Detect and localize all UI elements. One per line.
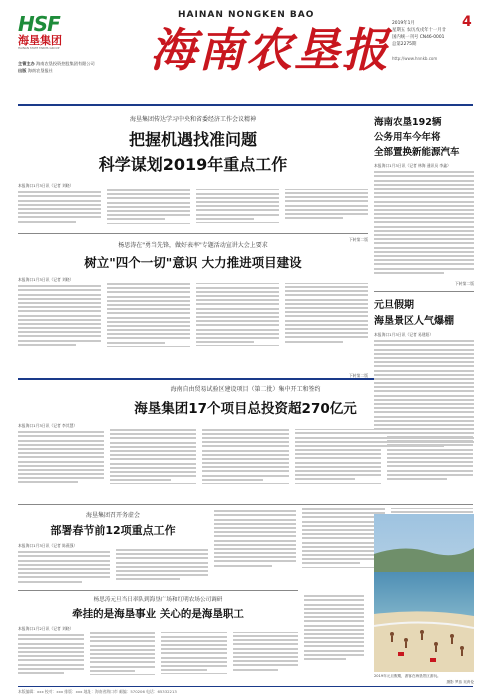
a4-title: 部署春节前12项重点工作 xyxy=(50,524,176,537)
a3-lead: 本报海口1月3日讯（记者 李其慧） xyxy=(18,423,78,428)
photo-image xyxy=(374,514,474,672)
a5-title: 牵挂的是海垦事业 关心的是海垦职工 xyxy=(72,608,244,620)
a4-kicker: 海垦集团召开务虚会 xyxy=(85,512,140,519)
masthead xyxy=(0,0,490,112)
s2-title1: 元旦假期 xyxy=(374,300,414,311)
issue-date: 2019年1月 xyxy=(392,21,415,26)
a1-title1: 把握机遇找准问题 xyxy=(128,130,257,149)
a2-lead: 本报海口1月3日讯（记者 刘晓） xyxy=(18,277,74,282)
issue-number: 总第2275期 xyxy=(392,42,417,47)
sidebar xyxy=(374,110,474,510)
a1-sign: 下转第二版 xyxy=(349,237,368,242)
footer-rule xyxy=(18,686,473,687)
sponsor: 海南农垦投资控股集团有限公司 xyxy=(36,61,95,66)
a1-title2: 科学谋划2019年重点工作 xyxy=(98,155,288,174)
a2-kicker: 杨思涛在"勇当先锋，做好表率"专题活动宣讲大会上要求 xyxy=(118,242,268,249)
publisher: 海南农垦报社 xyxy=(27,68,53,73)
a5-lead: 本报海口1月2日讯（记者 刘晓） xyxy=(18,626,74,631)
article-a4 xyxy=(18,508,208,588)
s2-lead: 本报海口1月3日讯（记者 易建阳） xyxy=(374,332,434,337)
article-lead xyxy=(18,110,368,242)
divider xyxy=(374,291,474,292)
s1-sign: 下转第二版 xyxy=(455,281,474,286)
sponsor-block xyxy=(18,60,138,74)
photo-credit: 摄影 罗蕊 吴育伦 xyxy=(446,680,474,684)
web-address: http://www.hnnkb.com xyxy=(392,56,438,61)
lunar-date: 星期五 农历戊戌年十一月廿 xyxy=(392,28,447,33)
s1-lead: 本报海口1月3日讯（记者 林海 通讯员 李鑫） xyxy=(374,163,451,168)
paper-title: 海南农垦报 xyxy=(150,23,390,77)
a3-title: 海垦集团17个项目总投资超270亿元 xyxy=(134,401,357,417)
company-name: 海垦集团 xyxy=(18,34,62,47)
footer-text: 本版编辑：xxx 校对：xxx 排版：xxx 地址：海南省海口市 邮编：570206 电话：65332213 xyxy=(18,689,177,694)
a1-body xyxy=(18,189,368,237)
s1-title3: 全部置换新能源汽车 xyxy=(374,147,460,158)
logo-text: HSF xyxy=(18,12,60,36)
publisher-row xyxy=(18,67,138,74)
s2-title2: 海垦景区人气爆棚 xyxy=(374,316,454,327)
paper-en-title: HAINAN NONGKEN BAO xyxy=(178,10,315,20)
masthead-rule xyxy=(18,104,473,106)
beach-photo xyxy=(374,514,474,672)
sponsor-row xyxy=(18,60,138,67)
a5-kicker: 杨思涛元旦当日率队到海垦广场和红明农场公司调研 xyxy=(93,597,223,603)
s1-title1: 海南农垦192辆 xyxy=(374,117,442,128)
s1-body xyxy=(374,169,474,281)
publisher-label: 出版 xyxy=(18,68,27,73)
date-block xyxy=(392,20,472,48)
photo-caption: 2019年元旦假期，游客在海垦景区游玩。 xyxy=(374,674,441,678)
article-a2 xyxy=(18,236,368,376)
hsf-logo xyxy=(18,12,74,52)
company-en: HAINAN STATE FARMS GROUP xyxy=(18,46,60,50)
sponsor-label: 主管主办 xyxy=(18,61,35,66)
a2-body xyxy=(18,283,368,373)
s1-title2: 公务用车今年将 xyxy=(374,132,441,143)
a2-title: 树立"四个一切"意识 大力推进项目建设 xyxy=(84,255,302,270)
a4-body xyxy=(18,549,208,595)
a4-lead: 本报海口1月3日讯（记者 陈燕强） xyxy=(18,543,78,548)
a3-kicker: 海南自由贸易试验区建设项目（第二批）集中开工和签约 xyxy=(170,386,321,393)
divider xyxy=(18,590,298,591)
a1-lead: 本报海口1月3日讯（记者 刘晓） xyxy=(18,183,74,188)
a1-kicker: 海垦集团传达学习中央和省委经济工作会议精神 xyxy=(129,116,256,123)
s2-body xyxy=(374,338,474,456)
page-number: 4 xyxy=(462,14,472,30)
a2-sign: 下转第二版 xyxy=(349,373,368,378)
a4-continuation xyxy=(304,593,364,683)
cn-code: 国内统一刊号 CN46-0001 xyxy=(392,35,445,40)
divider xyxy=(18,233,368,234)
a5-body xyxy=(18,632,298,690)
article-a5 xyxy=(18,593,298,683)
